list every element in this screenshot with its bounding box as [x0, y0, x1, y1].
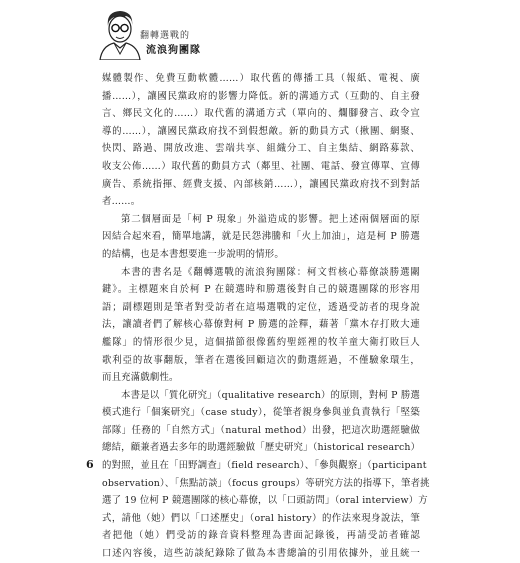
text-line: 式，請他（她）們以「口述歷史」（oral history）的作法來現身說法，筆: [102, 512, 420, 524]
text-line: 者……。: [102, 196, 141, 208]
text-line: 本書的書名是《翻轉選戰的流浪狗團隊：柯文哲核心幕僚談勝選關: [121, 266, 420, 278]
text-line: 歌利亞的故事翻版，筆者在選後回顧這次的動選經過，不僅驗象環生，: [102, 354, 420, 366]
text-line: 部隊」任務的「自然方式」（natural method）出發，把這次助選經驗做: [102, 424, 420, 436]
page-number: 6: [86, 458, 94, 471]
text-line: observation）、「焦點訪談」（focus groups）等研究方法的指導下，筆者挑: [102, 477, 430, 489]
body-text: [102, 70, 430, 563]
text-line: 語；副標題則是筆者對受訪者在這場選戰的定位，透過受訪者的現身說: [102, 301, 420, 313]
paragraph: [102, 264, 420, 387]
text-line: 媒體製作、免費互動軟體……）取代舊的傳播工具（報紙、電視、廣: [102, 73, 420, 84]
paragraph: [102, 387, 430, 563]
text-line: 的對照，並且在「田野調查」（field research）、「參與觀察」（participant: [102, 460, 427, 472]
text-line: 者把他（她）們受訪的錄音資料整理為書面記錄後，再請受訪者確認: [102, 530, 420, 542]
text-line: 快閃、路過、開放改進、雲端共享、組織分工、自主集結、網路募款、: [102, 143, 420, 155]
text-line: 法，讓讀者們了解核心幕僚對柯 P 勝選的詮釋，藉著「黨木存打敗大連: [102, 319, 420, 331]
page-header: [96, 8, 216, 60]
text-line: 收支公佈……）取代舊的動員方式（鄰里、社團、電話、發宣傳單、宣傳: [102, 160, 420, 172]
text-line: 艦隊」的情形很少見，這個描節很像舊約聖經裡的牧羊童大衛打敗巨人: [102, 336, 420, 348]
text-line: 的結構，也是本書想要進一步說明的情形。: [102, 248, 284, 260]
text-line: 第二個層面是「柯 P 現象」外溢造成的影響。把上述兩個層面的原: [121, 213, 420, 225]
text-line: 本書是以「質化研究」（qualitative research）的原則，對柯 P 勝選: [121, 389, 420, 401]
text-line: 播……），讓國民黨政府的影響力降低。新的溝通方式（互動的、自主發: [102, 90, 420, 102]
text-line: 而且充滿戲劇性。: [102, 372, 179, 384]
text-line: 鍵》。主標題來自於柯 P 在競選時和勝選後對自己的競選團隊的形容用: [102, 284, 420, 296]
text-line: 模式進行「個案研究」（case study），從筆者親身參與並負責執行「堅築: [102, 407, 420, 419]
text-line: 總結，顧兼者過去多年的助選經驗做「歷史研究」（historical research）: [102, 442, 421, 454]
text-line: 選了 19 位柯 P 競選團隊的核心幕僚，以「口頭訪問」（oral interview）方: [102, 495, 428, 507]
text-line: 廣告、系統指揮、經費支援、內部核銷……），讓國民黨政府找不到對話: [102, 178, 420, 190]
text-line: 口述內容後，這些訪談紀錄除了做為本書總論的引用依據外，並且統一: [102, 548, 420, 560]
text-line: 導的……），讓國民黨政府找不到假想敵。新的動員方式（揪團、網聚、: [102, 125, 420, 137]
text-line: 言、鄉民文化的……）取代舊的溝通方式（單向的、爛腳發言、政令宣: [102, 108, 420, 120]
paragraph: [102, 70, 420, 211]
series-title: 翻轉選戰的: [140, 31, 191, 41]
author-portrait-icon: [96, 8, 144, 60]
paragraph: [102, 211, 420, 264]
text-line: 因結合起來看，簡單地講，就是民怨沸騰和「火上加油」，這是柯 P 勝選: [102, 231, 420, 243]
book-title: 流浪狗團隊: [146, 45, 201, 56]
